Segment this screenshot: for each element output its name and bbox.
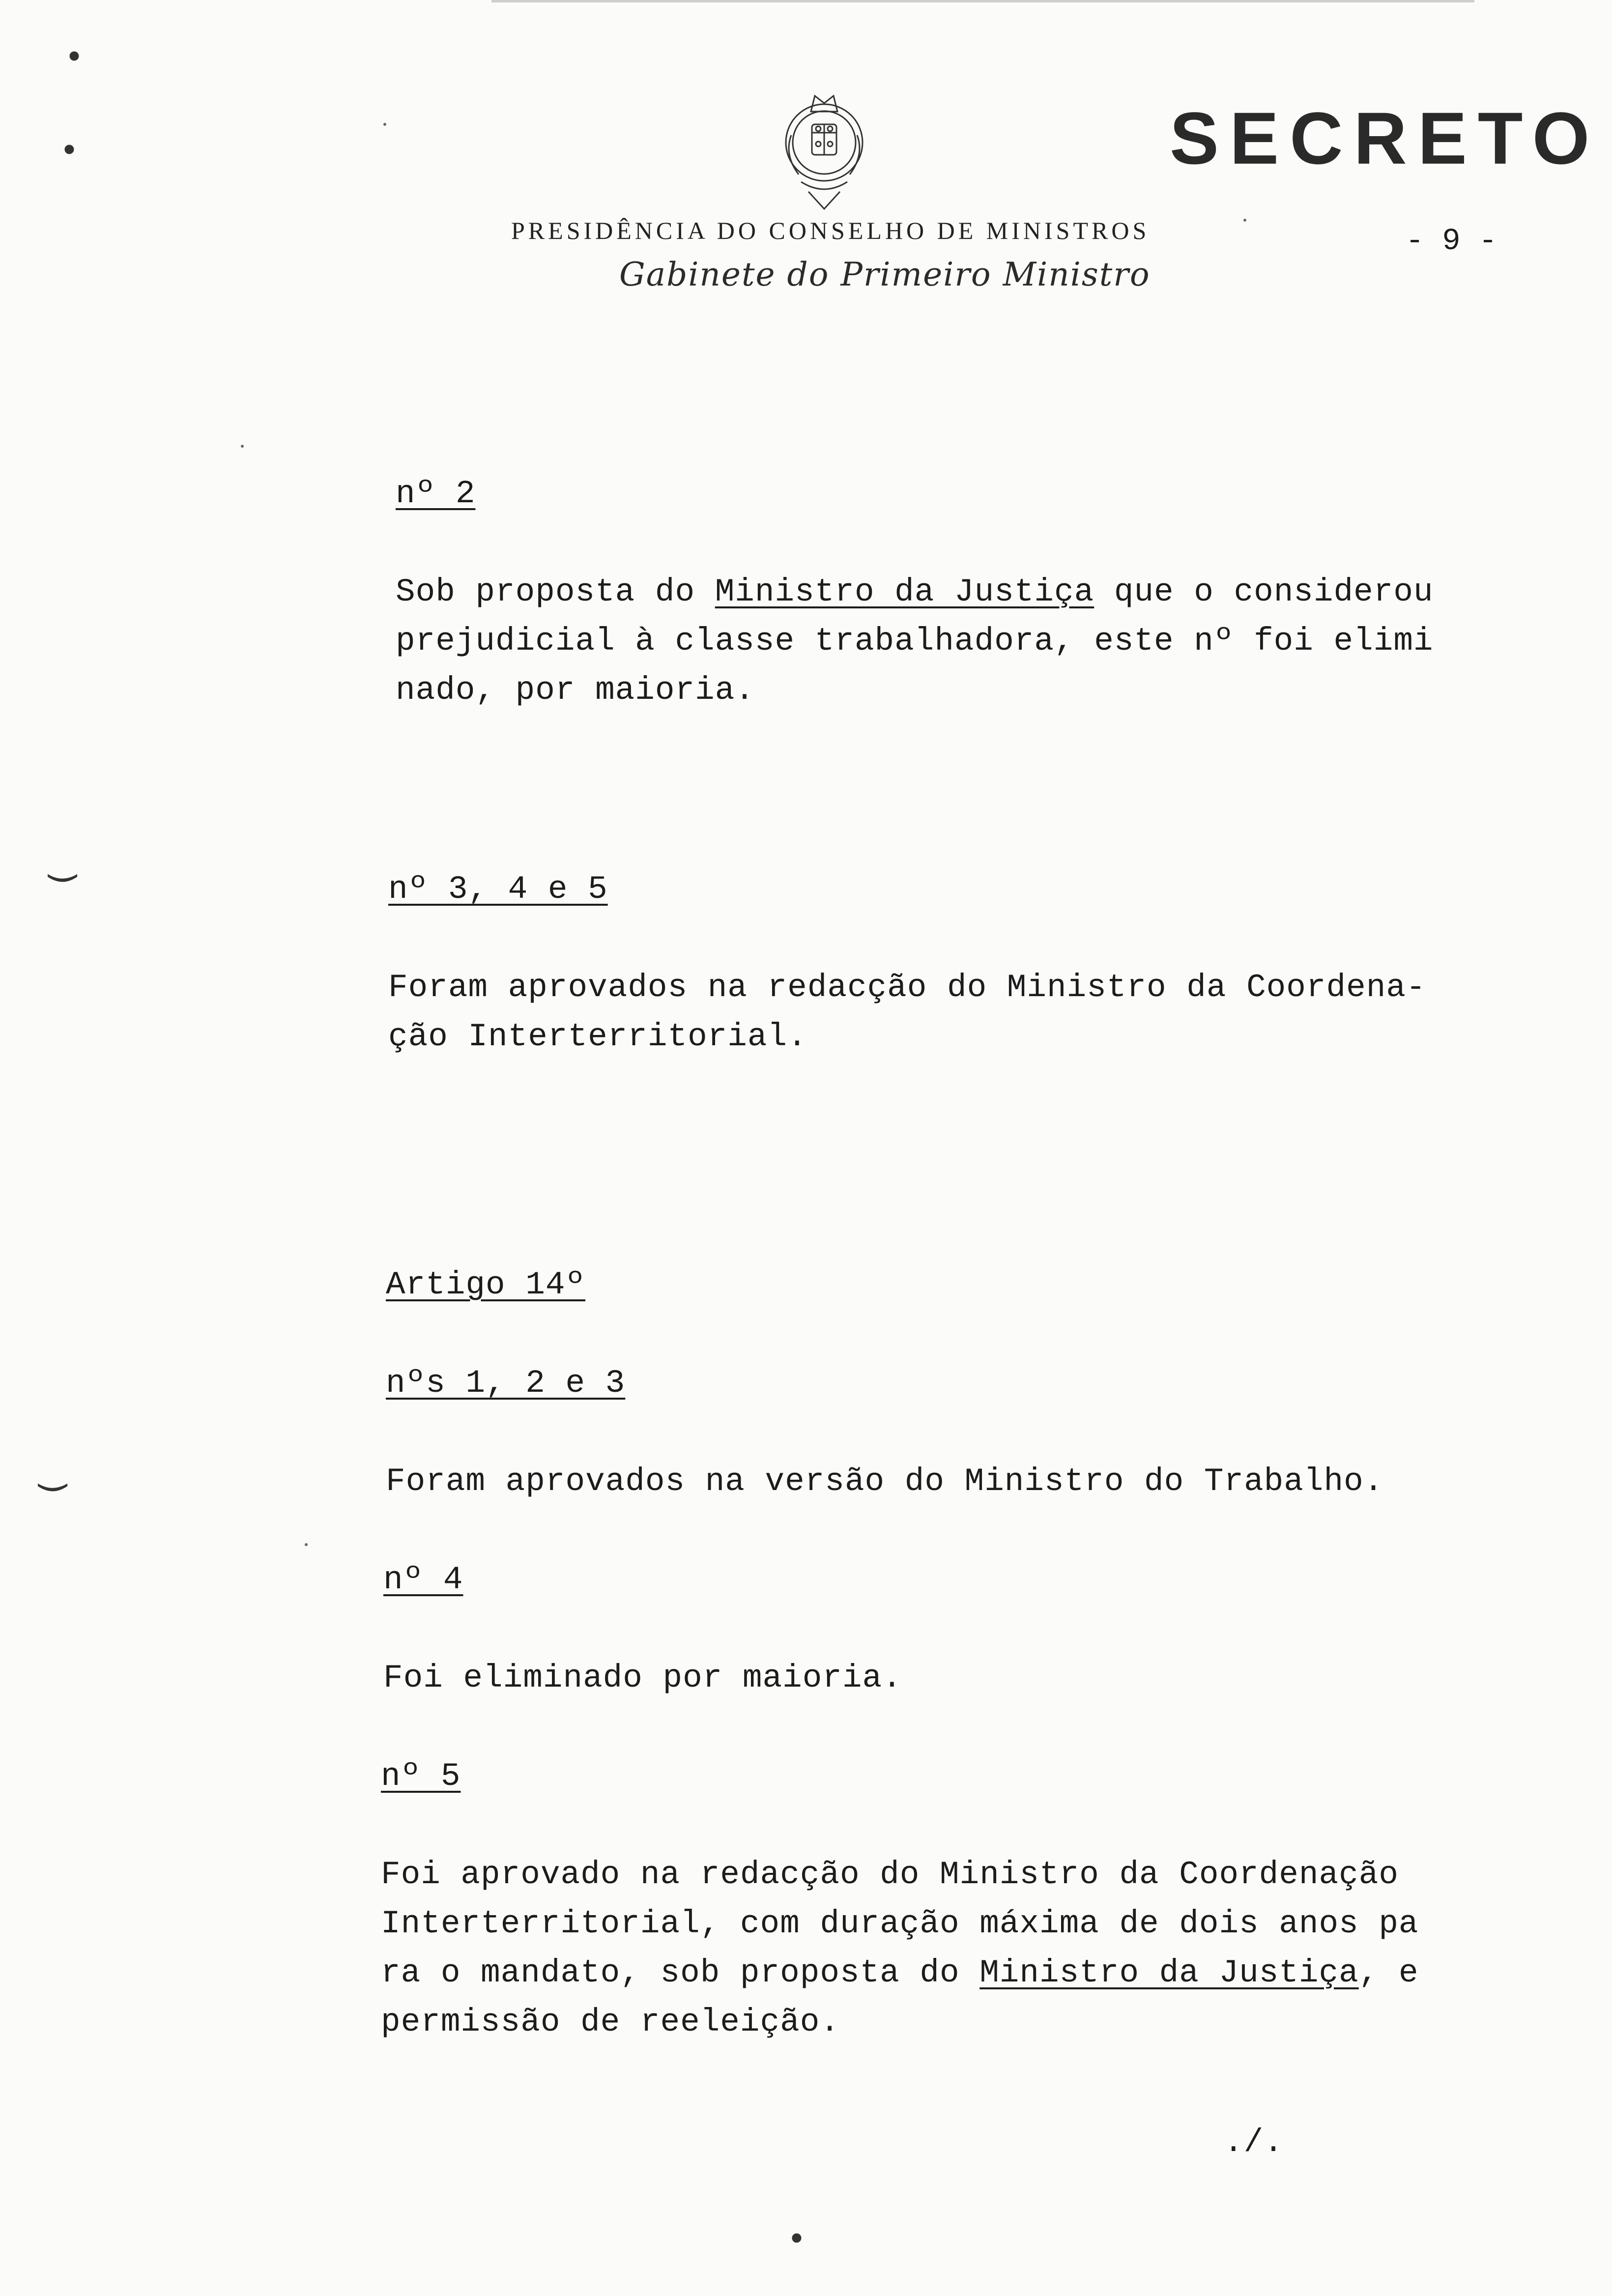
paragraph-line [381,1949,1419,1998]
paragraph-line: Foi aprovado na redacção do Ministro da Coordenação [381,1856,1399,1893]
text-run: ra o mandato, sob proposta do [381,1954,980,1991]
office-name: Gabinete do Primeiro Ministro [619,256,1151,293]
text-run: que o considerou [1094,574,1434,610]
paragraph-line: Interterritorial, com duração máxima de dois anos pa [381,1905,1419,1942]
paragraph-line: Foram aprovados na versão do Ministro do Trabalho. [386,1463,1384,1500]
punch-mark: • [786,2221,807,2260]
section-heading: nº 4 [383,1561,463,1598]
institution-name: PRESIDÊNCIA DO CONSELHO DE MINISTROS [511,217,1150,244]
text-run: , e [1358,1954,1419,1991]
section-heading: nº 3, 4 e 5 [388,871,608,908]
paragraph-line: ção Interterritorial. [388,1018,807,1055]
underlined-text: Ministro da Justiça [715,574,1094,610]
coat-of-arms-icon [772,81,877,214]
fold-mark: ‿ [49,835,76,885]
section-heading: nºs 1, 2 e 3 [386,1365,626,1402]
section-heading: nº 5 [381,1758,461,1795]
paragraph-line: permissão de reeleição. [381,2004,840,2040]
paragraph-line: Foi eliminado por maioria. [383,1660,902,1696]
speck [383,123,386,126]
underlined-text: Ministro da Justiça [979,1954,1359,1991]
punch-mark: • [59,133,80,172]
paragraph-line [396,568,1434,617]
fold-mark: ‿ [39,1444,66,1494]
secret-stamp: SECRETO [1170,97,1601,179]
article-heading: Artigo 14º [386,1266,586,1303]
continuation-mark: ./. [1224,2124,1284,2161]
top-edge-line [491,0,1474,2]
paragraph-line: prejudicial à classe trabalhadora, este nº foi elimi [396,623,1434,660]
speck [305,1543,308,1546]
text-run: Sob proposta do [396,574,715,610]
section-heading: nº 2 [396,475,476,512]
paragraph-line: nado, por maioria. [396,672,755,709]
speck [241,445,244,448]
punch-mark: • [64,39,85,78]
speck [1243,219,1246,222]
page-number: - 9 - [1406,224,1497,258]
paragraph-line: Foram aprovados na redacção do Ministro da Coordena- [388,969,1426,1006]
